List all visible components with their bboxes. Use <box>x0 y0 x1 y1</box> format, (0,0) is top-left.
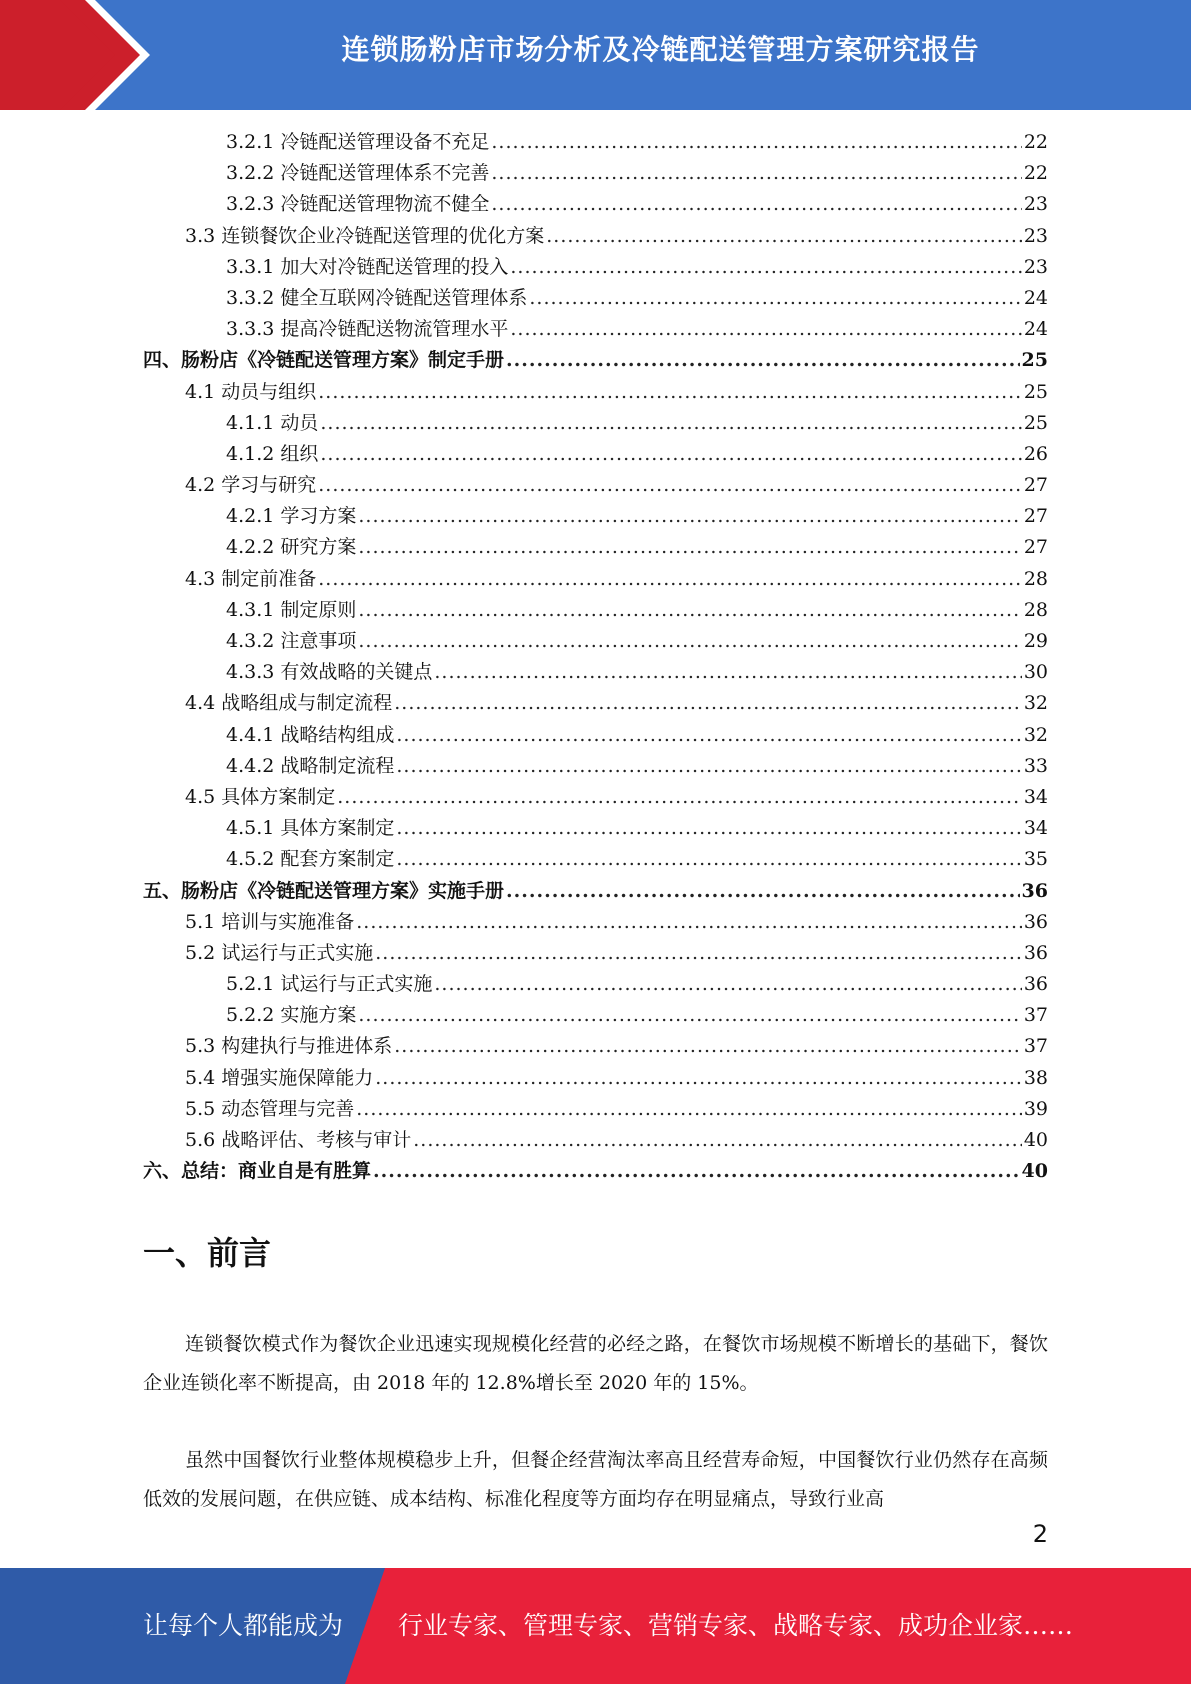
toc-entry[interactable] <box>143 127 1048 158</box>
toc-entry-page: 33 <box>1023 754 1048 777</box>
toc-entry-page: 36 <box>1021 879 1048 902</box>
toc-entry-page: 24 <box>1023 318 1048 341</box>
toc-entry[interactable] <box>143 782 1048 813</box>
header-title: 连锁肠粉店市场分析及冷链配送管理方案研究报告 <box>341 33 980 66</box>
toc-entry-page: 26 <box>1023 442 1048 465</box>
toc-leader-dots <box>375 942 1022 964</box>
toc-entry-label: 3.3.3 提高冷链配送物流管理水平 <box>226 318 509 341</box>
toc-leader-dots <box>510 256 1021 278</box>
toc-leader-dots <box>396 817 1021 839</box>
toc-entry-page: 36 <box>1023 941 1048 964</box>
toc-leader-dots <box>358 505 1021 527</box>
toc-entry-page: 37 <box>1023 1035 1048 1058</box>
toc-entry-label: 4.1.1 动员 <box>226 411 319 434</box>
page-footer <box>0 1568 1191 1684</box>
toc-entry-page: 34 <box>1023 817 1048 840</box>
toc-entry[interactable] <box>143 1000 1048 1031</box>
toc-entry[interactable] <box>143 189 1048 220</box>
toc-leader-dots <box>320 443 1021 465</box>
toc-leader-dots <box>506 349 1020 371</box>
toc-leader-dots <box>358 536 1021 558</box>
toc-entry[interactable] <box>143 532 1048 563</box>
toc-entry-label: 3.3.1 加大对冷链配送管理的投入 <box>226 255 509 278</box>
toc-entry-page: 22 <box>1023 162 1048 185</box>
toc-entry[interactable] <box>143 439 1048 470</box>
toc-entry-label: 四、肠粉店《冷链配送管理方案》制定手册 <box>143 349 505 372</box>
toc-leader-dots <box>358 630 1021 652</box>
toc-entry-page: 22 <box>1023 131 1048 153</box>
toc-entry[interactable] <box>143 1156 1048 1187</box>
toc-entry[interactable] <box>143 221 1048 252</box>
toc-leader-dots <box>529 287 1021 309</box>
toc-entry-page: 27 <box>1023 474 1048 497</box>
toc-entry-page: 39 <box>1023 1097 1048 1120</box>
toc-leader-dots <box>318 381 1022 403</box>
toc-leader-dots <box>373 1160 1020 1182</box>
toc-leader-dots <box>491 193 1021 215</box>
toc-entry-label: 3.2.2 冷链配送管理体系不完善 <box>226 162 490 185</box>
toc-entry-page: 28 <box>1023 598 1048 621</box>
toc-entry-label: 六、总结：商业自是有胜算 <box>143 1160 372 1183</box>
toc-entry[interactable] <box>143 408 1048 439</box>
toc-entry-label: 3.2.3 冷链配送管理物流不健全 <box>226 193 490 216</box>
table-of-contents <box>143 127 1048 1187</box>
toc-entry-page: 23 <box>1023 224 1048 247</box>
toc-entry-label: 4.1 动员与组织 <box>185 380 317 403</box>
toc-entry[interactable] <box>143 907 1048 938</box>
toc-entry-label: 4.5.1 具体方案制定 <box>226 817 395 840</box>
toc-entry-label: 4.5.2 配套方案制定 <box>226 848 395 871</box>
toc-entry-page: 32 <box>1023 692 1048 715</box>
toc-entry-label: 4.4.2 战略制定流程 <box>226 754 395 777</box>
toc-entry-label: 3.3 连锁餐饮企业冷链配送管理的优化方案 <box>185 224 545 247</box>
toc-entry-page: 36 <box>1023 910 1048 933</box>
toc-leader-dots <box>491 162 1021 184</box>
toc-entry[interactable] <box>143 564 1048 595</box>
toc-entry-label: 4.3 制定前准备 <box>185 567 317 590</box>
toc-leader-dots <box>318 474 1022 496</box>
toc-leader-dots <box>434 973 1021 995</box>
toc-entry-label: 4.4.1 战略结构组成 <box>226 723 395 746</box>
toc-entry-page: 37 <box>1023 1004 1048 1027</box>
toc-entry-page: 25 <box>1023 411 1048 434</box>
footer-slogan-left: 让每个人都能成为 <box>143 1611 344 1640</box>
body-paragraph: 连锁餐饮模式作为餐饮企业迅速实现规模化经营的必经之路，在餐饮市场规模不断增长的基础下，餐饮企业连锁化率不断提高，由 2018 年的 12.8%增长至 2020 年的 15%。 <box>143 1333 1048 1394</box>
section-title: 一、前言 <box>143 1234 272 1272</box>
toc-entry-page: 36 <box>1023 973 1048 996</box>
toc-entry-page: 28 <box>1023 567 1048 590</box>
toc-entry-label: 5.2.2 实施方案 <box>226 1004 357 1027</box>
toc-entry-page: 23 <box>1023 193 1048 216</box>
toc-leader-dots <box>491 131 1021 153</box>
toc-entry-label: 5.2.1 试运行与正式实施 <box>226 973 433 996</box>
toc-leader-dots <box>394 692 1022 714</box>
toc-leader-dots <box>506 880 1020 902</box>
toc-entry-page: 32 <box>1023 723 1048 746</box>
footer-slogan-right: 行业专家、管理专家、营销专家、战略专家、成功企业家…… <box>398 1611 1074 1640</box>
toc-entry[interactable] <box>143 626 1048 657</box>
toc-leader-dots <box>394 1035 1022 1057</box>
toc-entry[interactable] <box>143 470 1048 501</box>
toc-leader-dots <box>358 599 1021 621</box>
toc-entry-label: 5.5 动态管理与完善 <box>185 1097 355 1120</box>
toc-leader-dots <box>434 661 1021 683</box>
toc-entry-page: 30 <box>1023 661 1048 684</box>
toc-entry[interactable] <box>143 314 1048 345</box>
toc-entry[interactable] <box>143 1063 1048 1094</box>
toc-entry-label: 4.2.1 学习方案 <box>226 505 357 528</box>
body-paragraph: 虽然中国餐饮行业整体规模稳步上升，但餐企经营淘汰率高且经营寿命短，中国餐饮行业仍然存在高频低效的发展问题，在供应链、成本结构、标准化程度等方面均存在明显痛点，导致行业高 <box>143 1449 1048 1510</box>
toc-entry-label: 4.3.3 有效战略的关键点 <box>226 661 433 684</box>
toc-entry[interactable] <box>143 1094 1048 1125</box>
toc-entry-label: 5.4 增强实施保障能力 <box>185 1066 374 1089</box>
toc-entry-page: 29 <box>1023 630 1048 652</box>
toc-entry[interactable] <box>143 876 1048 907</box>
toc-entry[interactable] <box>143 283 1048 314</box>
toc-leader-dots <box>546 225 1022 247</box>
toc-entry[interactable] <box>143 501 1048 532</box>
toc-entry-label: 4.2.2 研究方案 <box>226 536 357 559</box>
toc-entry[interactable] <box>143 688 1048 719</box>
toc-entry-page: 25 <box>1021 349 1048 372</box>
toc-entry-page: 23 <box>1023 255 1048 278</box>
toc-leader-dots <box>510 318 1021 340</box>
toc-leader-dots <box>356 911 1022 933</box>
toc-entry-label: 5.1 培训与实施准备 <box>185 910 355 933</box>
toc-entry-page: 25 <box>1023 380 1048 403</box>
toc-entry[interactable] <box>143 345 1048 376</box>
toc-leader-dots <box>396 755 1021 777</box>
toc-entry-label: 4.1.2 组织 <box>226 442 319 465</box>
toc-entry-label: 4.3.1 制定原则 <box>226 598 357 621</box>
toc-leader-dots <box>413 1129 1022 1151</box>
toc-entry-label: 4.2 学习与研究 <box>185 474 317 497</box>
page-number: 2 <box>1032 1520 1048 1548</box>
toc-entry[interactable] <box>143 377 1048 408</box>
toc-entry-page: 40 <box>1021 1160 1048 1183</box>
toc-entry[interactable] <box>143 595 1048 626</box>
toc-entry-page: 27 <box>1023 505 1048 528</box>
toc-entry-label: 4.3.2 注意事项 <box>226 630 357 652</box>
toc-entry[interactable] <box>143 813 1048 844</box>
toc-entry[interactable] <box>143 938 1048 969</box>
toc-entry-label: 3.2.1 冷链配送管理设备不充足 <box>226 131 490 153</box>
toc-entry-label: 3.3.2 健全互联网冷链配送管理体系 <box>226 286 528 309</box>
toc-entry-label: 五、肠粉店《冷链配送管理方案》实施手册 <box>143 879 505 902</box>
toc-entry-label: 5.2 试运行与正式实施 <box>185 941 374 964</box>
toc-entry-page: 24 <box>1023 286 1048 309</box>
toc-entry[interactable] <box>143 751 1048 782</box>
toc-leader-dots <box>396 848 1021 870</box>
toc-entry[interactable] <box>143 158 1048 189</box>
toc-entry[interactable] <box>143 720 1048 751</box>
toc-entry-page: 40 <box>1023 1129 1048 1151</box>
toc-leader-dots <box>358 1004 1021 1026</box>
toc-leader-dots <box>396 724 1021 746</box>
toc-entry[interactable] <box>143 1031 1048 1062</box>
toc-entry-label: 4.5 具体方案制定 <box>185 785 336 808</box>
toc-entry-page: 35 <box>1023 848 1048 871</box>
toc-entry-label: 5.6 战略评估、考核与审计 <box>185 1129 412 1151</box>
toc-entry-page: 27 <box>1023 536 1048 559</box>
toc-leader-dots <box>356 1098 1022 1120</box>
toc-entry[interactable] <box>143 252 1048 283</box>
toc-entry-label: 5.3 构建执行与推进体系 <box>185 1035 393 1058</box>
toc-entry[interactable] <box>143 844 1048 875</box>
toc-entry[interactable] <box>143 657 1048 688</box>
page-header <box>0 0 1191 110</box>
toc-entry-label: 4.4 战略组成与制定流程 <box>185 692 393 715</box>
toc-entry-page: 38 <box>1023 1066 1048 1089</box>
toc-entry-page: 34 <box>1023 785 1048 808</box>
toc-leader-dots <box>337 786 1022 808</box>
toc-leader-dots <box>318 568 1022 590</box>
toc-entry[interactable] <box>143 1125 1048 1156</box>
toc-leader-dots <box>320 412 1021 434</box>
toc-leader-dots <box>375 1067 1022 1089</box>
toc-entry[interactable] <box>143 969 1048 1000</box>
